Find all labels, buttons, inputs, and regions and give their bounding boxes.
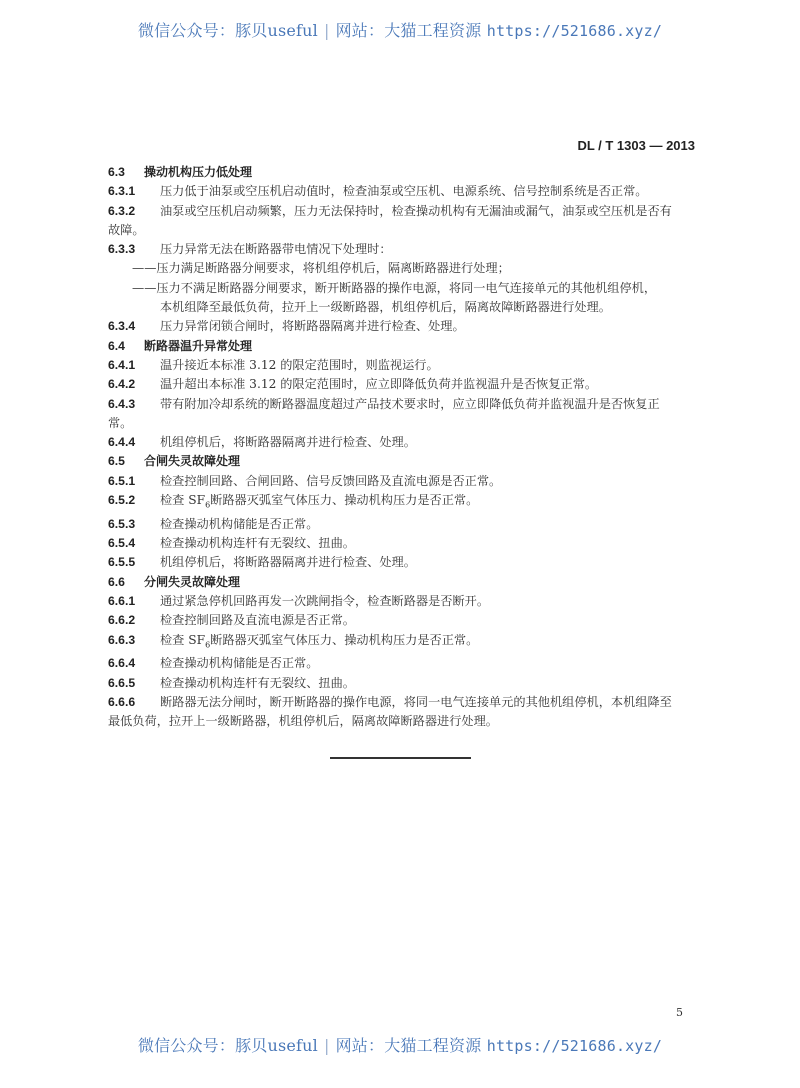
clause-6-5-4: 6.5.4 检查操动机构连杆有无裂纹、扭曲。 — [108, 536, 355, 551]
clause-6-5-1: 6.5.1 检查控制回路、合闸回路、信号反馈回路及直流电源是否正常。 — [108, 473, 502, 488]
clause-6-4-3: 6.4.3 带有附加冷却系统的断路器温度超过产品技术要求时，应立即降低负荷并监视温升是否恢复正 — [108, 396, 660, 411]
clause-6-6-3: 6.6.3 检查 $SF_6$断路器灭弧室气体压力、操动机构压力是否正常。 — [108, 632, 479, 649]
section-6-4-heading: 6.4 断路器温升异常处理 — [108, 338, 253, 353]
separator: | — [324, 1036, 330, 1055]
separator: | — [324, 21, 330, 40]
clause-6-3-4: 6.3.4 压力异常闭锁合闸时，将断路器隔离并进行检查、处理。 — [108, 319, 465, 334]
watermark-bottom — [0, 1033, 800, 1056]
clause-6-3-3-item-2-cont: 本机组降至最低负荷，拉开上一级断路器，机组停机后，隔离故障断路器进行处理。 — [160, 300, 611, 315]
clause-6-6-4: 6.6.4 检查操动机构储能是否正常。 — [108, 656, 319, 671]
standard-code: DL / T 1303 — 2013 — [577, 138, 695, 153]
clause-6-3-2: 6.3.2 油泵或空压机启动频繁，压力无法保持时，检查操动机构有无漏油或漏气，油泵或空压机是否有 — [108, 203, 672, 218]
site-url[interactable]: https://521686.xyz/ — [486, 1037, 663, 1055]
page-number: 5 — [676, 1006, 683, 1019]
clause-6-3-3-item-1: ——压力满足断路器分闸要求，将机组停机后，隔离断路器进行处理； — [132, 261, 510, 276]
document-body — [108, 163, 696, 731]
wechat-label: 微信公众号：豚贝useful — [137, 1036, 319, 1055]
watermark-top — [0, 18, 800, 41]
clause-6-3-2-cont: 故障。 — [108, 222, 145, 237]
clause-6-6-6-cont: 最低负荷，拉开上一级断路器，机组停机后，隔离故障断路器进行处理。 — [108, 714, 498, 729]
site-label: 网站：大猫工程资源 — [335, 21, 482, 40]
clause-6-6-1: 6.6.1 通过紧急停机回路再发一次跳闸指令，检查断路器是否断开。 — [108, 593, 490, 608]
wechat-label: 微信公众号：豚贝useful — [137, 21, 319, 40]
clause-6-6-6: 6.6.6 断路器无法分闸时，断开断路器的操作电源，将同一电气连接单元的其他机组停机，本机组降至 — [108, 694, 672, 709]
clause-6-3-3: 6.3.3 压力异常无法在断路器带电情况下处理时： — [108, 242, 392, 257]
clause-6-6-5: 6.6.5 检查操动机构连杆有无裂纹、扭曲。 — [108, 675, 355, 690]
clause-6-5-2: 6.5.2 检查 $SF_6$断路器灭弧室气体压力、操动机构压力是否正常。 — [108, 493, 479, 510]
site-url[interactable]: https://521686.xyz/ — [486, 22, 663, 40]
site-label: 网站：大猫工程资源 — [335, 1036, 482, 1055]
clause-6-6-2: 6.6.2 检查控制回路及直流电源是否正常。 — [108, 613, 355, 628]
clause-6-5-3: 6.5.3 检查操动机构储能是否正常。 — [108, 516, 319, 531]
section-6-5-heading: 6.5 合闸失灵故障处理 — [108, 454, 241, 469]
clause-6-5-5: 6.5.5 机组停机后，将断路器隔离并进行检查、处理。 — [108, 555, 416, 570]
end-rule-divider — [330, 757, 471, 759]
section-6-3-heading: 6.3 操动机构压力低处理 — [108, 165, 253, 179]
clause-6-4-4: 6.4.4 机组停机后，将断路器隔离并进行检查、处理。 — [108, 435, 416, 450]
clause-6-4-3-cont: 常。 — [108, 415, 133, 430]
clause-6-3-1: 6.3.1 压力低于油泵或空压机启动值时，检查油泵或空压机、电源系统、信号控制系统是否正常。 — [108, 184, 648, 199]
clause-6-3-3-item-2: ——压力不满足断路器分闸要求，断开断路器的操作电源，将同一电气连接单元的其他机组停机， — [132, 280, 657, 295]
clause-6-4-1: 6.4.1 温升接近本标准 3.12 的限定范围时，则监视运行。 — [108, 357, 439, 372]
clause-6-4-2: 6.4.2 温升超出本标准 3.12 的限定范围时，应立即降低负荷并监视温升是否恢复正常。 — [108, 377, 598, 392]
section-6-6-heading: 6.6 分闸失灵故障处理 — [108, 574, 241, 589]
